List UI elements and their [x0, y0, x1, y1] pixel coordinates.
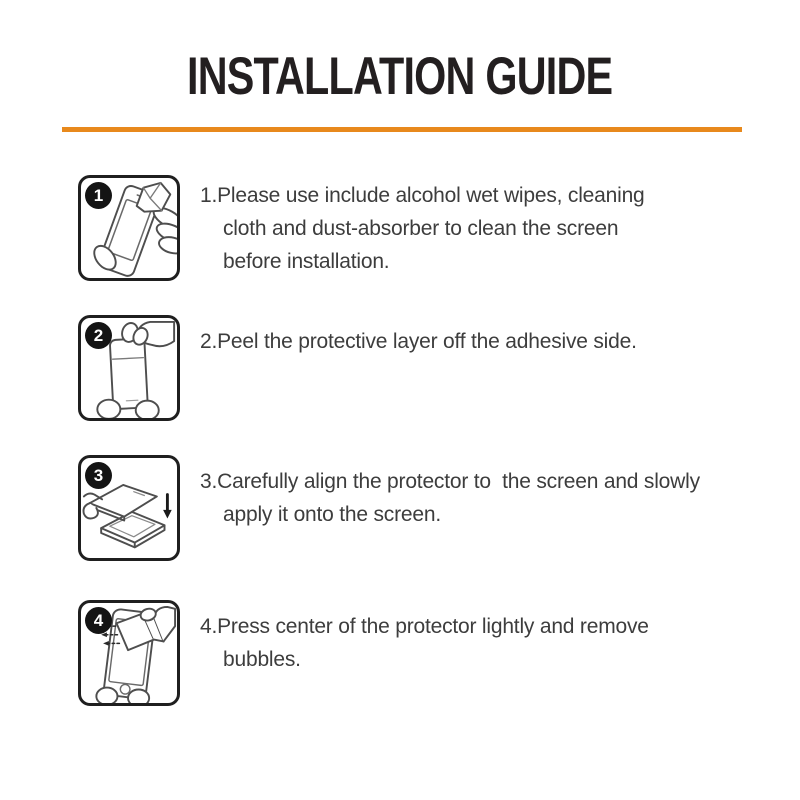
step-2-number-badge [85, 322, 112, 349]
step-row-4 [78, 600, 778, 710]
step-row-2 [78, 315, 778, 425]
step-1-line-3: before installation. [223, 250, 390, 273]
step-4-number: 4 [93, 611, 104, 630]
title-divider [62, 127, 742, 132]
step-3-text [200, 465, 760, 531]
step-2-prefix: 2. [200, 330, 218, 353]
step-3-number-badge [85, 462, 112, 489]
step-4-number-badge [85, 607, 112, 634]
step-1-line-1: Please use include alcohol wet wipes, cleaning [217, 184, 645, 207]
step-2-number: 2 [93, 326, 104, 345]
step-4-line-1: Press center of the protector lightly and remove [217, 615, 649, 638]
step-1-number: 1 [93, 186, 104, 205]
step-2-text [200, 325, 760, 358]
step-4-text [200, 610, 760, 676]
step-3-figure [78, 455, 180, 561]
step-row-1 [78, 175, 778, 285]
step-row-3 [78, 455, 778, 565]
step-4-prefix: 4. [200, 615, 218, 638]
step-1-line-2: cloth and dust-absorber to clean the screen [223, 217, 619, 240]
step-3-line-2: apply it onto the screen. [223, 503, 441, 526]
step-1-text [200, 179, 760, 278]
step-3-line-1: Carefully align the protector to the screen and slowly [217, 470, 700, 493]
step-3-prefix: 3. [200, 470, 218, 493]
step-2-line-1: Peel the protective layer off the adhesive side. [217, 330, 637, 353]
page-title [0, 48, 800, 106]
step-4-line-2: bubbles. [223, 648, 301, 671]
step-3-number: 3 [93, 466, 104, 485]
step-2-figure [78, 315, 180, 421]
step-1-prefix: 1. [200, 184, 218, 207]
step-4-figure [78, 600, 180, 706]
step-1-figure [78, 175, 180, 281]
step-1-number-badge [85, 182, 112, 209]
page-title-text: INSTALLATION GUIDE [187, 47, 613, 106]
